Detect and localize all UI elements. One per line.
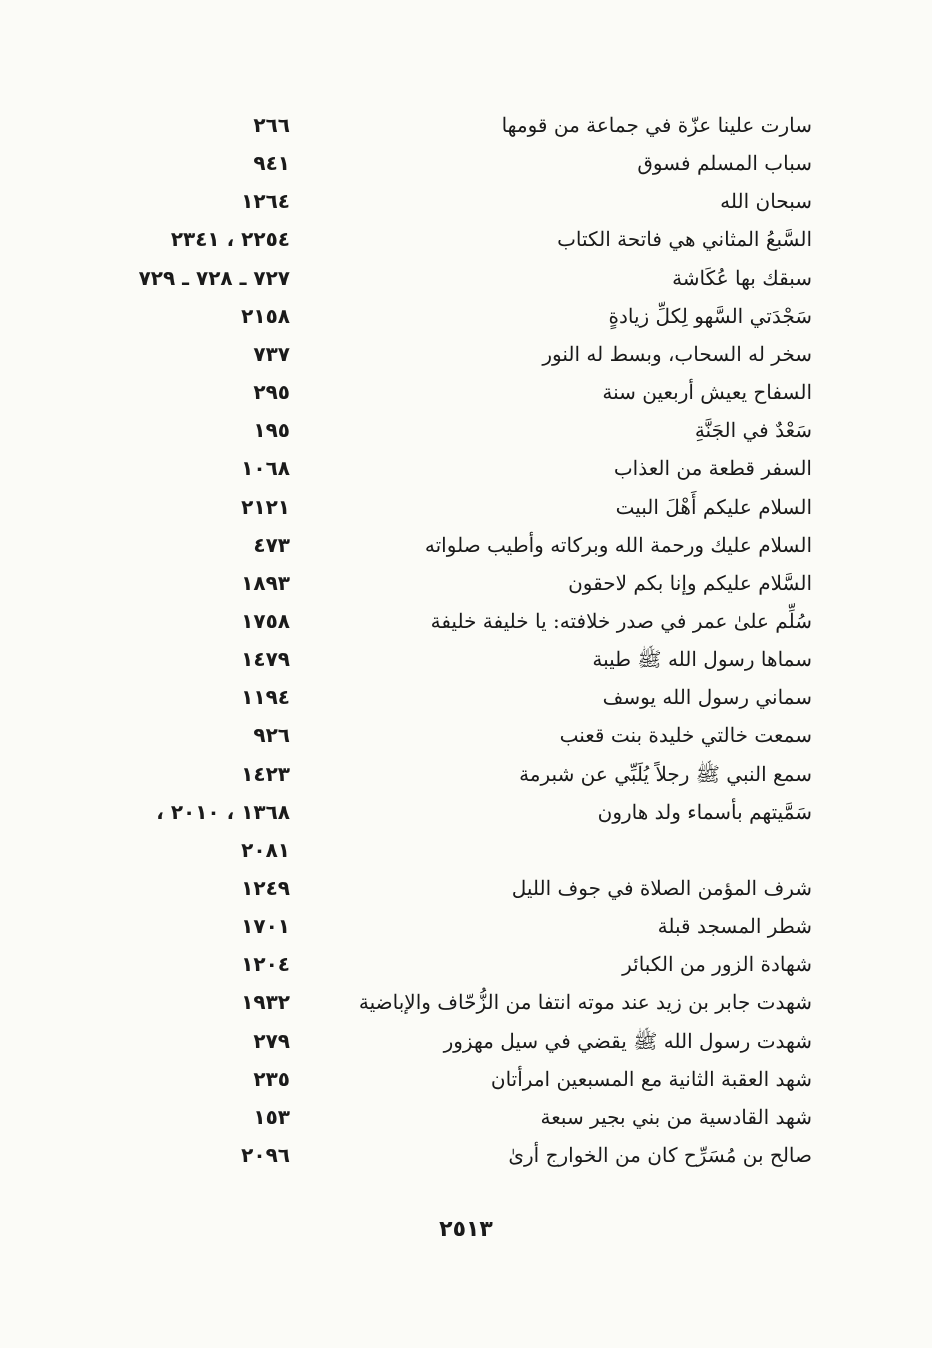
index-entry xyxy=(0,1137,932,1173)
index-entry xyxy=(0,374,932,410)
index-entry xyxy=(0,984,932,1020)
entry-text: شهدت رسول الله ﷺ يقضي في سيل مهزور xyxy=(443,1028,812,1053)
entry-text: شهد العقبة الثانية مع المسبعين امرأتان xyxy=(490,1066,812,1091)
index-entry xyxy=(0,908,932,944)
entry-text: صالح بن مُسَرِّح كان من الخوارج أرىٰ xyxy=(508,1143,812,1168)
entry-text: سبقك بها عُكَاشة xyxy=(672,265,812,290)
index-entry xyxy=(0,450,932,486)
entry-text: سُلِّم علىٰ عمر في صدر خلافته: يا خليفة خليفة xyxy=(430,608,812,633)
index-entry xyxy=(0,794,932,830)
entry-page-numbers: ١٨٩٣ xyxy=(241,570,290,595)
entry-page-numbers: ٢١٥٨ xyxy=(241,303,290,328)
entry-page-numbers: ١٢٠٤ xyxy=(241,952,290,977)
index-entry xyxy=(0,107,932,143)
entry-page-numbers: ١٩٥ xyxy=(253,418,290,443)
index-entry xyxy=(0,412,932,448)
entry-page-numbers: ١٣٦٨ ، ٢٠١٠ ، xyxy=(156,799,290,824)
index-entry xyxy=(0,946,932,982)
entry-page-numbers: ٢٢٥٤ ، ٢٣٤١ xyxy=(170,227,290,252)
entry-page-numbers: ١١٩٤ xyxy=(241,685,290,710)
page-number: ٢٥١٣ xyxy=(439,1217,493,1242)
entry-text: شرف المؤمن الصلاة في جوف الليل xyxy=(511,876,812,900)
entry-text: سارت علينا عزّة في جماعة من قومها xyxy=(501,113,812,137)
entry-text: سَمَّيتهم بأسماء ولد هارون xyxy=(597,799,812,824)
entry-text: السلام عليك ورحمة الله وبركاته وأطيب صلواته xyxy=(424,532,812,557)
entry-text: سماها رسول الله ﷺ طيبة xyxy=(592,647,812,672)
entry-page-numbers: ١٩٣٢ xyxy=(241,990,290,1015)
entry-page-numbers: ١٧٠١ xyxy=(241,914,290,939)
entry-text: السَّبعُ المثاني هي فاتحة الكتاب xyxy=(557,227,812,252)
entry-text: سمعت خالتي خليدة بنت قعنب xyxy=(559,723,812,748)
entry-page-numbers: ١٥٣ xyxy=(253,1104,290,1129)
entry-text: سخر له السحاب، وبسط له النور xyxy=(542,341,812,366)
entry-page-numbers: ١٤٢٣ xyxy=(241,761,290,786)
entry-page-numbers: ١٢٤٩ xyxy=(241,876,290,900)
entry-text: شهدت جابر بن زيد عند موته انتفا من الزُّحّاف والإباضية xyxy=(358,990,812,1015)
entry-page-numbers: ٢٧٩ xyxy=(253,1028,290,1053)
index-entry xyxy=(0,756,932,792)
index-entry xyxy=(0,641,932,677)
index-entry xyxy=(0,870,932,906)
entry-page-numbers: ١٤٧٩ xyxy=(241,647,290,672)
entry-text: السلام عليكم أَهْلَ البيت xyxy=(615,494,812,519)
entry-text: سباب المسلم فسوق xyxy=(637,151,812,176)
entry-page-numbers: ٤٧٣ xyxy=(253,532,290,557)
index-entry xyxy=(0,145,932,181)
entry-text: سبحان الله xyxy=(720,189,812,214)
index-entry xyxy=(0,489,932,525)
entry-text: شهادة الزور من الكبائر xyxy=(622,952,812,977)
index-entry xyxy=(0,183,932,219)
index-entry xyxy=(0,679,932,715)
entry-page-numbers: ٢١٢١ xyxy=(241,494,290,519)
index-entry xyxy=(0,298,932,334)
index-entry xyxy=(0,221,932,257)
entry-page-numbers: ٩٢٦ xyxy=(253,723,290,748)
entry-page-numbers: ٢٦٦ xyxy=(253,113,290,137)
entry-page-numbers: ١٧٥٨ xyxy=(241,608,290,633)
entry-page-numbers: ١٠٦٨ xyxy=(241,456,290,481)
index-entry xyxy=(0,1023,932,1059)
entry-page-numbers: ٢٩٥ xyxy=(253,380,290,405)
index-entry xyxy=(0,565,932,601)
entry-text: سَعْدٌ في الجَنَّةِ xyxy=(694,418,812,443)
entry-text: سَجْدَتي السَّهو لِكلِّ زيادةٍ xyxy=(608,303,812,328)
entry-text: شطر المسجد قبلة xyxy=(657,914,812,939)
index-entry xyxy=(0,603,932,639)
index-entry xyxy=(0,527,932,563)
entry-text: السفر قطعة من العذاب xyxy=(613,456,812,481)
entry-page-numbers: ٢٣٥ xyxy=(253,1066,290,1091)
entry-page-numbers: ٢٠٩٦ xyxy=(241,1143,290,1168)
entry-page-numbers: ١٢٦٤ xyxy=(241,189,290,214)
entry-page-numbers: ٢٠٨١ xyxy=(241,837,290,862)
index-entry xyxy=(0,260,932,296)
entry-page-numbers: ٩٤١ xyxy=(253,151,290,176)
entry-text: السفاح يعيش أربعين سنة xyxy=(602,380,812,405)
entry-text: سماني رسول الله يوسف xyxy=(602,685,812,710)
entry-text: السَّلام عليكم وإنا بكم لاحقون xyxy=(568,570,812,595)
entry-text: سمع النبي ﷺ رجلاً يُلَبِّي عن شبرمة xyxy=(519,761,812,786)
index-entry xyxy=(0,1099,932,1135)
entry-page-numbers: ٧٣٧ xyxy=(253,341,290,366)
index-entry xyxy=(0,832,932,868)
entry-page-numbers: ٧٢٧ ـ ٧٢٨ ـ ٧٢٩ xyxy=(138,265,290,290)
index-entry xyxy=(0,1061,932,1097)
index-entry xyxy=(0,336,932,372)
index-entry xyxy=(0,717,932,753)
entry-text: شهد القادسية من بني بجير سبعة xyxy=(540,1104,812,1129)
